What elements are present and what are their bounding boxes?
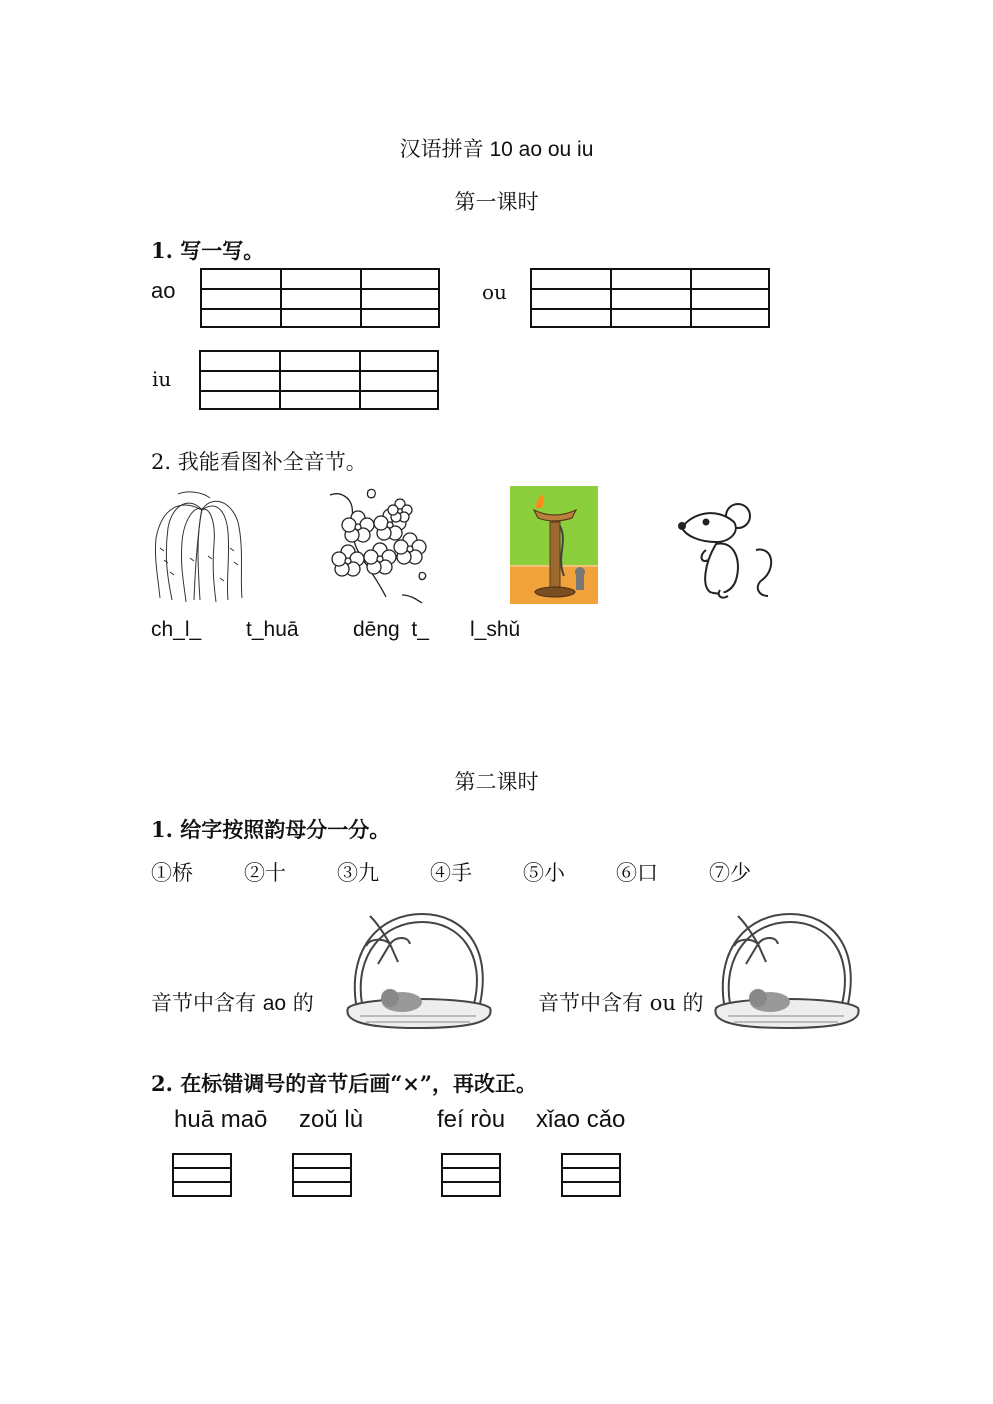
willow-tree-picture [150, 488, 250, 604]
answer-mouse[interactable]: l_shǔ [470, 618, 521, 641]
writing-grid-ou[interactable] [530, 268, 770, 328]
char-item: ①桥 [151, 861, 193, 885]
basket-ao-picture[interactable] [340, 908, 496, 1034]
syllable-item: feí ròu [437, 1106, 506, 1133]
char-item: ④手 [430, 861, 472, 885]
syllable-item: zoǔ lù [299, 1106, 364, 1133]
mouse-picture [676, 500, 780, 604]
writing-grid-ao[interactable] [200, 268, 440, 328]
syllable-item: xǐao cǎo [536, 1106, 626, 1133]
page-title: 汉语拼音 10 ao ou iu [399, 138, 594, 161]
q2-label: 2. 我能看图补全音节。 [151, 450, 367, 474]
ou-label: ou [482, 280, 507, 304]
answer-box[interactable] [441, 1153, 501, 1197]
char-item: ⑤小 [523, 861, 565, 885]
answer-lamp[interactable]: dēng t_ [353, 618, 429, 641]
flower-picture [328, 487, 434, 605]
basket-label-ao [151, 987, 314, 1017]
l2-q2-label: 2. 在标错调号的音节后画“×”，再改正。 [151, 1071, 537, 1096]
lesson1-heading: 第一课时 [454, 190, 539, 214]
basket-label-suffix: 的 [292, 991, 314, 1015]
l2-q1-label: 1. 给字按照韵母分一分。 [151, 817, 391, 842]
basket-label-suffix: 的 [682, 991, 704, 1015]
basket-label-prefix: 音节中含有 [151, 991, 256, 1015]
answer-willow[interactable]: ch_l_ [151, 618, 202, 641]
basket-ou-picture[interactable] [708, 908, 864, 1034]
answer-box[interactable] [172, 1153, 232, 1197]
syllable-item: huā maō [174, 1106, 268, 1133]
lamp-picture [510, 486, 598, 604]
answer-box[interactable] [292, 1153, 352, 1197]
basket-label-prefix: 音节中含有 [538, 991, 643, 1015]
basket-label-ou [538, 987, 704, 1017]
answer-flower[interactable]: t_huā [246, 618, 299, 641]
basket-label-rhyme: ou [649, 991, 676, 1015]
iu-label: iu [152, 367, 172, 391]
char-item: ③九 [337, 861, 379, 885]
basket-label-rhyme: ao [262, 992, 287, 1015]
answer-box[interactable] [561, 1153, 621, 1197]
char-item: ②十 [244, 861, 286, 885]
char-item: ⑦少 [709, 861, 751, 885]
lesson2-heading: 第二课时 [454, 770, 539, 794]
char-item: ⑥口 [616, 861, 658, 885]
q1-label: 1. 写一写。 [151, 238, 265, 263]
writing-grid-iu[interactable] [199, 350, 439, 410]
ao-label: ao [151, 278, 176, 303]
